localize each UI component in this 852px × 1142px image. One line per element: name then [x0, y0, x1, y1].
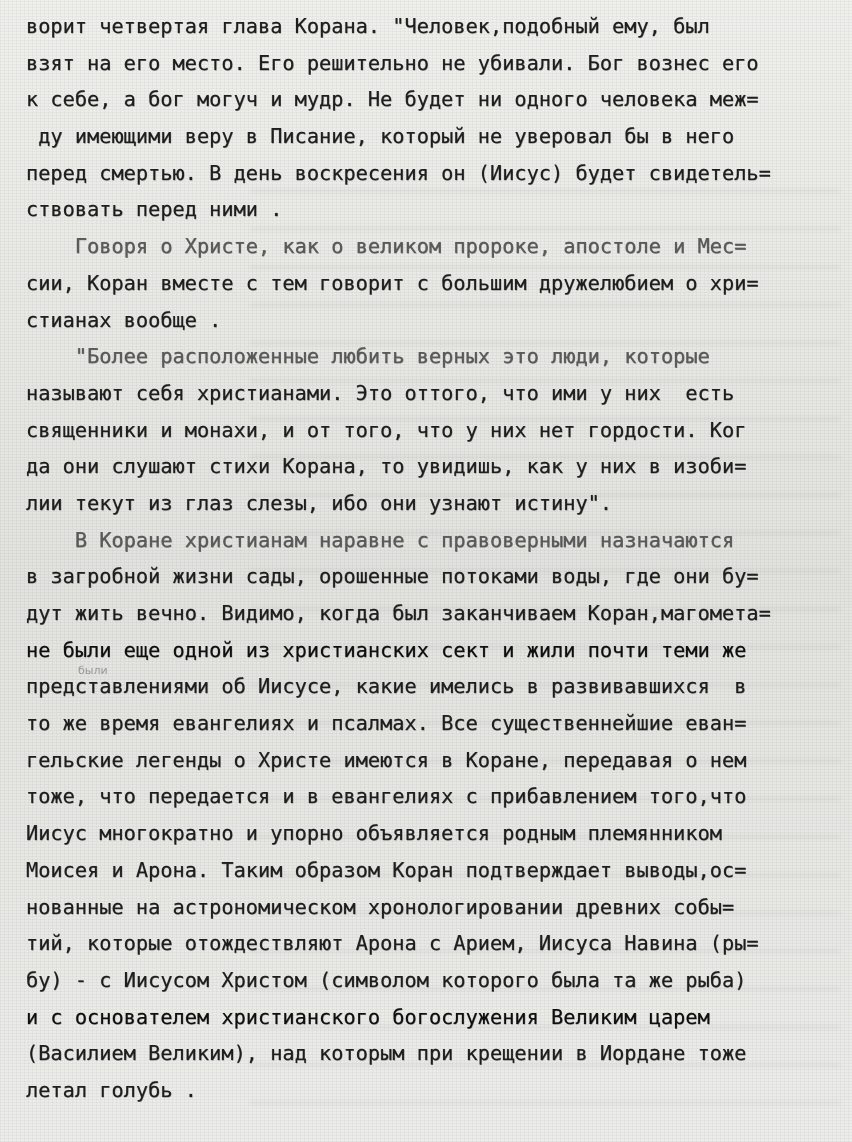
- text-line: Говоря о Христе, как о великом пророке, апостоле и Мес=: [26, 234, 747, 259]
- text-line: (Василием Великим), над которым при крещении в Иордане тоже: [26, 1041, 747, 1066]
- text-line: лии текут из глаз слезы, ибо они узнают истину".: [26, 490, 613, 515]
- text-line: священники и монахи, и от того, что у них нет гордости. Ког: [26, 417, 747, 442]
- text-line: "Более расположенные любить верных это люди, которые: [26, 344, 710, 369]
- text-line: тоже, что передается и в евангелиях с прибавлением того,что: [26, 784, 747, 809]
- text-line: да они слушают стихи Корана, то увидишь, как у них в изоби=: [26, 454, 747, 479]
- text-line: не были еще одной из христианских сект и жили почти теми же: [26, 637, 747, 662]
- text-line: то же время евангелиях и псалмах. Все существеннейшие еван=: [26, 711, 747, 736]
- text-line: и с основателем христианского богослужения Великим царем: [26, 1004, 710, 1029]
- text-line: представлениями об Иисусе, какие имелись в развивавшихся в: [26, 674, 747, 699]
- text-line: ворит четвертая глава Корана. "Человек,подобный ему, был: [26, 14, 710, 38]
- text-line: к себе, а бог могуч и мудр. Не будет ни одного человека меж=: [26, 87, 759, 112]
- text-line: ду имеющими веру в Писание, который не уверовал бы в него: [26, 124, 735, 149]
- text-line: ствовать перед ними .: [26, 197, 283, 222]
- text-line: в загробной жизни сады, орошенные потоками воды, где они бу=: [26, 564, 759, 589]
- text-line: Иисус многократно и упорно объявляется родным племянником: [26, 821, 722, 846]
- text-line: перед смертью. В день воскресения он (Иисус) будет свидетель=: [26, 160, 771, 185]
- margin-note: были: [78, 664, 108, 677]
- text-line: нованные на астрономическом хронологировании древних собы=: [26, 894, 735, 919]
- text-line: бу) - с Иисусом Христом (символом которого была та же рыба): [26, 967, 747, 992]
- text-line: летал голубь .: [26, 1077, 197, 1102]
- text-line: Моисея и Арона. Таким образом Коран подтверждает выводы,ос=: [26, 857, 747, 882]
- text-line: тий, которые отождествляют Арона с Арием, Иисуса Навина (ры=: [26, 931, 759, 956]
- text-line: стианах вообще .: [26, 307, 222, 332]
- text-line: называют себя христианами. Это оттого, что ими у них есть: [26, 380, 735, 405]
- text-line: сии, Коран вместе с тем говорит с большим дружелюбием о хри=: [26, 270, 759, 295]
- text-line: дут жить вечно. Видимо, когда был заканчиваем Коран,магомета=: [26, 601, 771, 625]
- text-line: взят на его место. Его решительно не убивали. Бог вознес его: [26, 50, 759, 75]
- text-line: В Коране христианам наравне с правоверными назначаются: [26, 527, 735, 552]
- text-line: гельские легенды о Христе имеются в Коране, передавая о нем: [26, 747, 747, 772]
- typewritten-text: [26, 8, 836, 1109]
